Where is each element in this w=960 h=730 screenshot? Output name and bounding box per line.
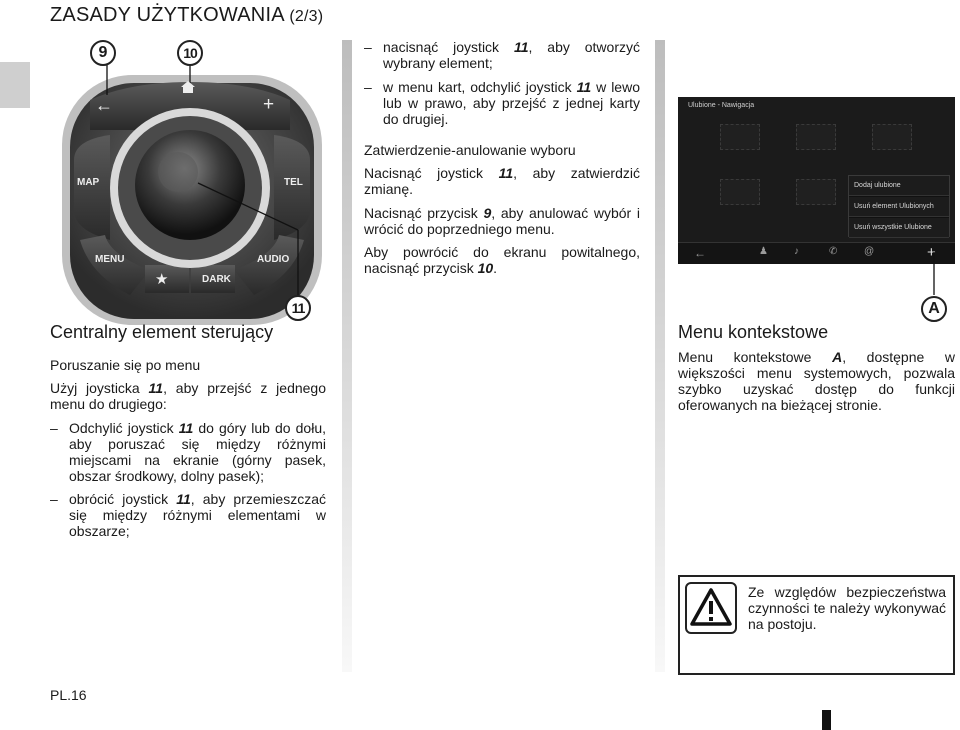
- paragraph: Aby powrócić do ekranu powitalnego, nacisnąć przycisk 10.: [364, 244, 640, 276]
- paragraph: Nacisnąć joystick 11, aby zatwierdzić zmianę.: [364, 165, 640, 197]
- central-controller-illustration: [50, 40, 330, 325]
- tel-button-label: TEL: [284, 177, 303, 188]
- person-icon: ♟: [759, 246, 768, 257]
- callout-11: 11: [285, 295, 311, 321]
- callout-10: 10: [177, 40, 203, 66]
- column-divider-right: [655, 40, 665, 672]
- list-item: – w menu kart, odchylić joystick 11 w lewo lub w prawo, aby przejść z jednej karty do drugiej.: [364, 79, 640, 127]
- list-item: – Odchylić joystick 11 do góry lub do dołu, aby poruszać się między różnymi miejscami na ekranie (górny pasek, obszar środkowy, dolny pasek);: [50, 420, 326, 484]
- callout-9: 9: [90, 40, 116, 66]
- menu-button-label: MENU: [95, 254, 125, 265]
- map-button-label: MAP: [77, 177, 100, 188]
- context-menu-item: Usuń element Ulubionych: [849, 197, 949, 217]
- home-icon: [180, 80, 196, 99]
- warning-text: Ze względów bezpieczeństwa czynności te należy wykonywać na postoju.: [748, 584, 946, 632]
- callout-a: A: [921, 296, 947, 322]
- list-item: – nacisnąć joystick 11, aby otworzyć wybrany element;: [364, 39, 640, 71]
- warning-triangle-icon: [687, 584, 735, 632]
- safety-warning-box: [678, 575, 955, 675]
- subsection-title-menu-nav: Poruszanie się po menu: [50, 357, 201, 373]
- warning-icon-frame: [685, 582, 737, 634]
- plus-icon: +: [927, 244, 936, 261]
- favourites-screen-illustration: [678, 97, 955, 264]
- phone-icon: ✆: [829, 246, 838, 257]
- paragraph: Nacisnąć przycisk 9, aby anulować wybór i wrócić do poprzedniego menu.: [364, 205, 640, 237]
- context-menu-paragraph: Menu kontekstowe A, dostępne w większości menu systemowych, pozwala szybko uzyskać dostęp do funkcji oferowanych na bieżącej stronie.: [678, 349, 956, 413]
- favourite-tile: [872, 124, 912, 150]
- favourite-tile: [796, 124, 836, 150]
- context-menu-item: Usuń wszystkie Ulubione: [849, 218, 949, 238]
- plus-icon: +: [263, 94, 275, 115]
- back-icon: ←: [694, 246, 706, 260]
- chapter-tab: [0, 62, 30, 108]
- list-item: – obrócić joystick 11, aby przemieszczać się między różnymi elementami w obszarze;: [50, 491, 326, 539]
- confirm-cancel-heading: Zatwierdzenie-anulowanie wyboru: [364, 142, 576, 158]
- section-title-central-control: Centralny element sterujący: [50, 322, 274, 342]
- page-title-part: (2/3): [289, 8, 324, 25]
- page-title: [50, 4, 323, 27]
- arrow-left-icon: ←: [95, 95, 113, 115]
- page-title-text: ZASADY UŻYTKOWANIA: [50, 4, 284, 26]
- section-title-context-menu: Menu kontekstowe: [678, 322, 829, 342]
- music-icon: ♪: [794, 246, 799, 257]
- context-menu: [848, 175, 950, 237]
- favourite-tile: [720, 179, 760, 205]
- star-icon: ★: [155, 271, 169, 288]
- context-menu-item: Dodaj ulubione: [849, 176, 949, 196]
- audio-button-label: AUDIO: [257, 254, 290, 265]
- at-icon: @: [864, 246, 875, 257]
- screen-title: Ulubione - Nawigacja: [688, 102, 755, 109]
- page-number: PL.16: [50, 687, 87, 703]
- intro-paragraph: Użyj joysticka 11, aby przejść z jednego menu do drugiego:: [50, 380, 326, 412]
- favourite-tile: [796, 179, 836, 205]
- screen-callout-line: [900, 250, 950, 300]
- column-divider-left: [342, 40, 352, 672]
- favourite-tile: [720, 124, 760, 150]
- page-edge-marker: [822, 710, 831, 730]
- dark-button-label: DARK: [202, 274, 231, 285]
